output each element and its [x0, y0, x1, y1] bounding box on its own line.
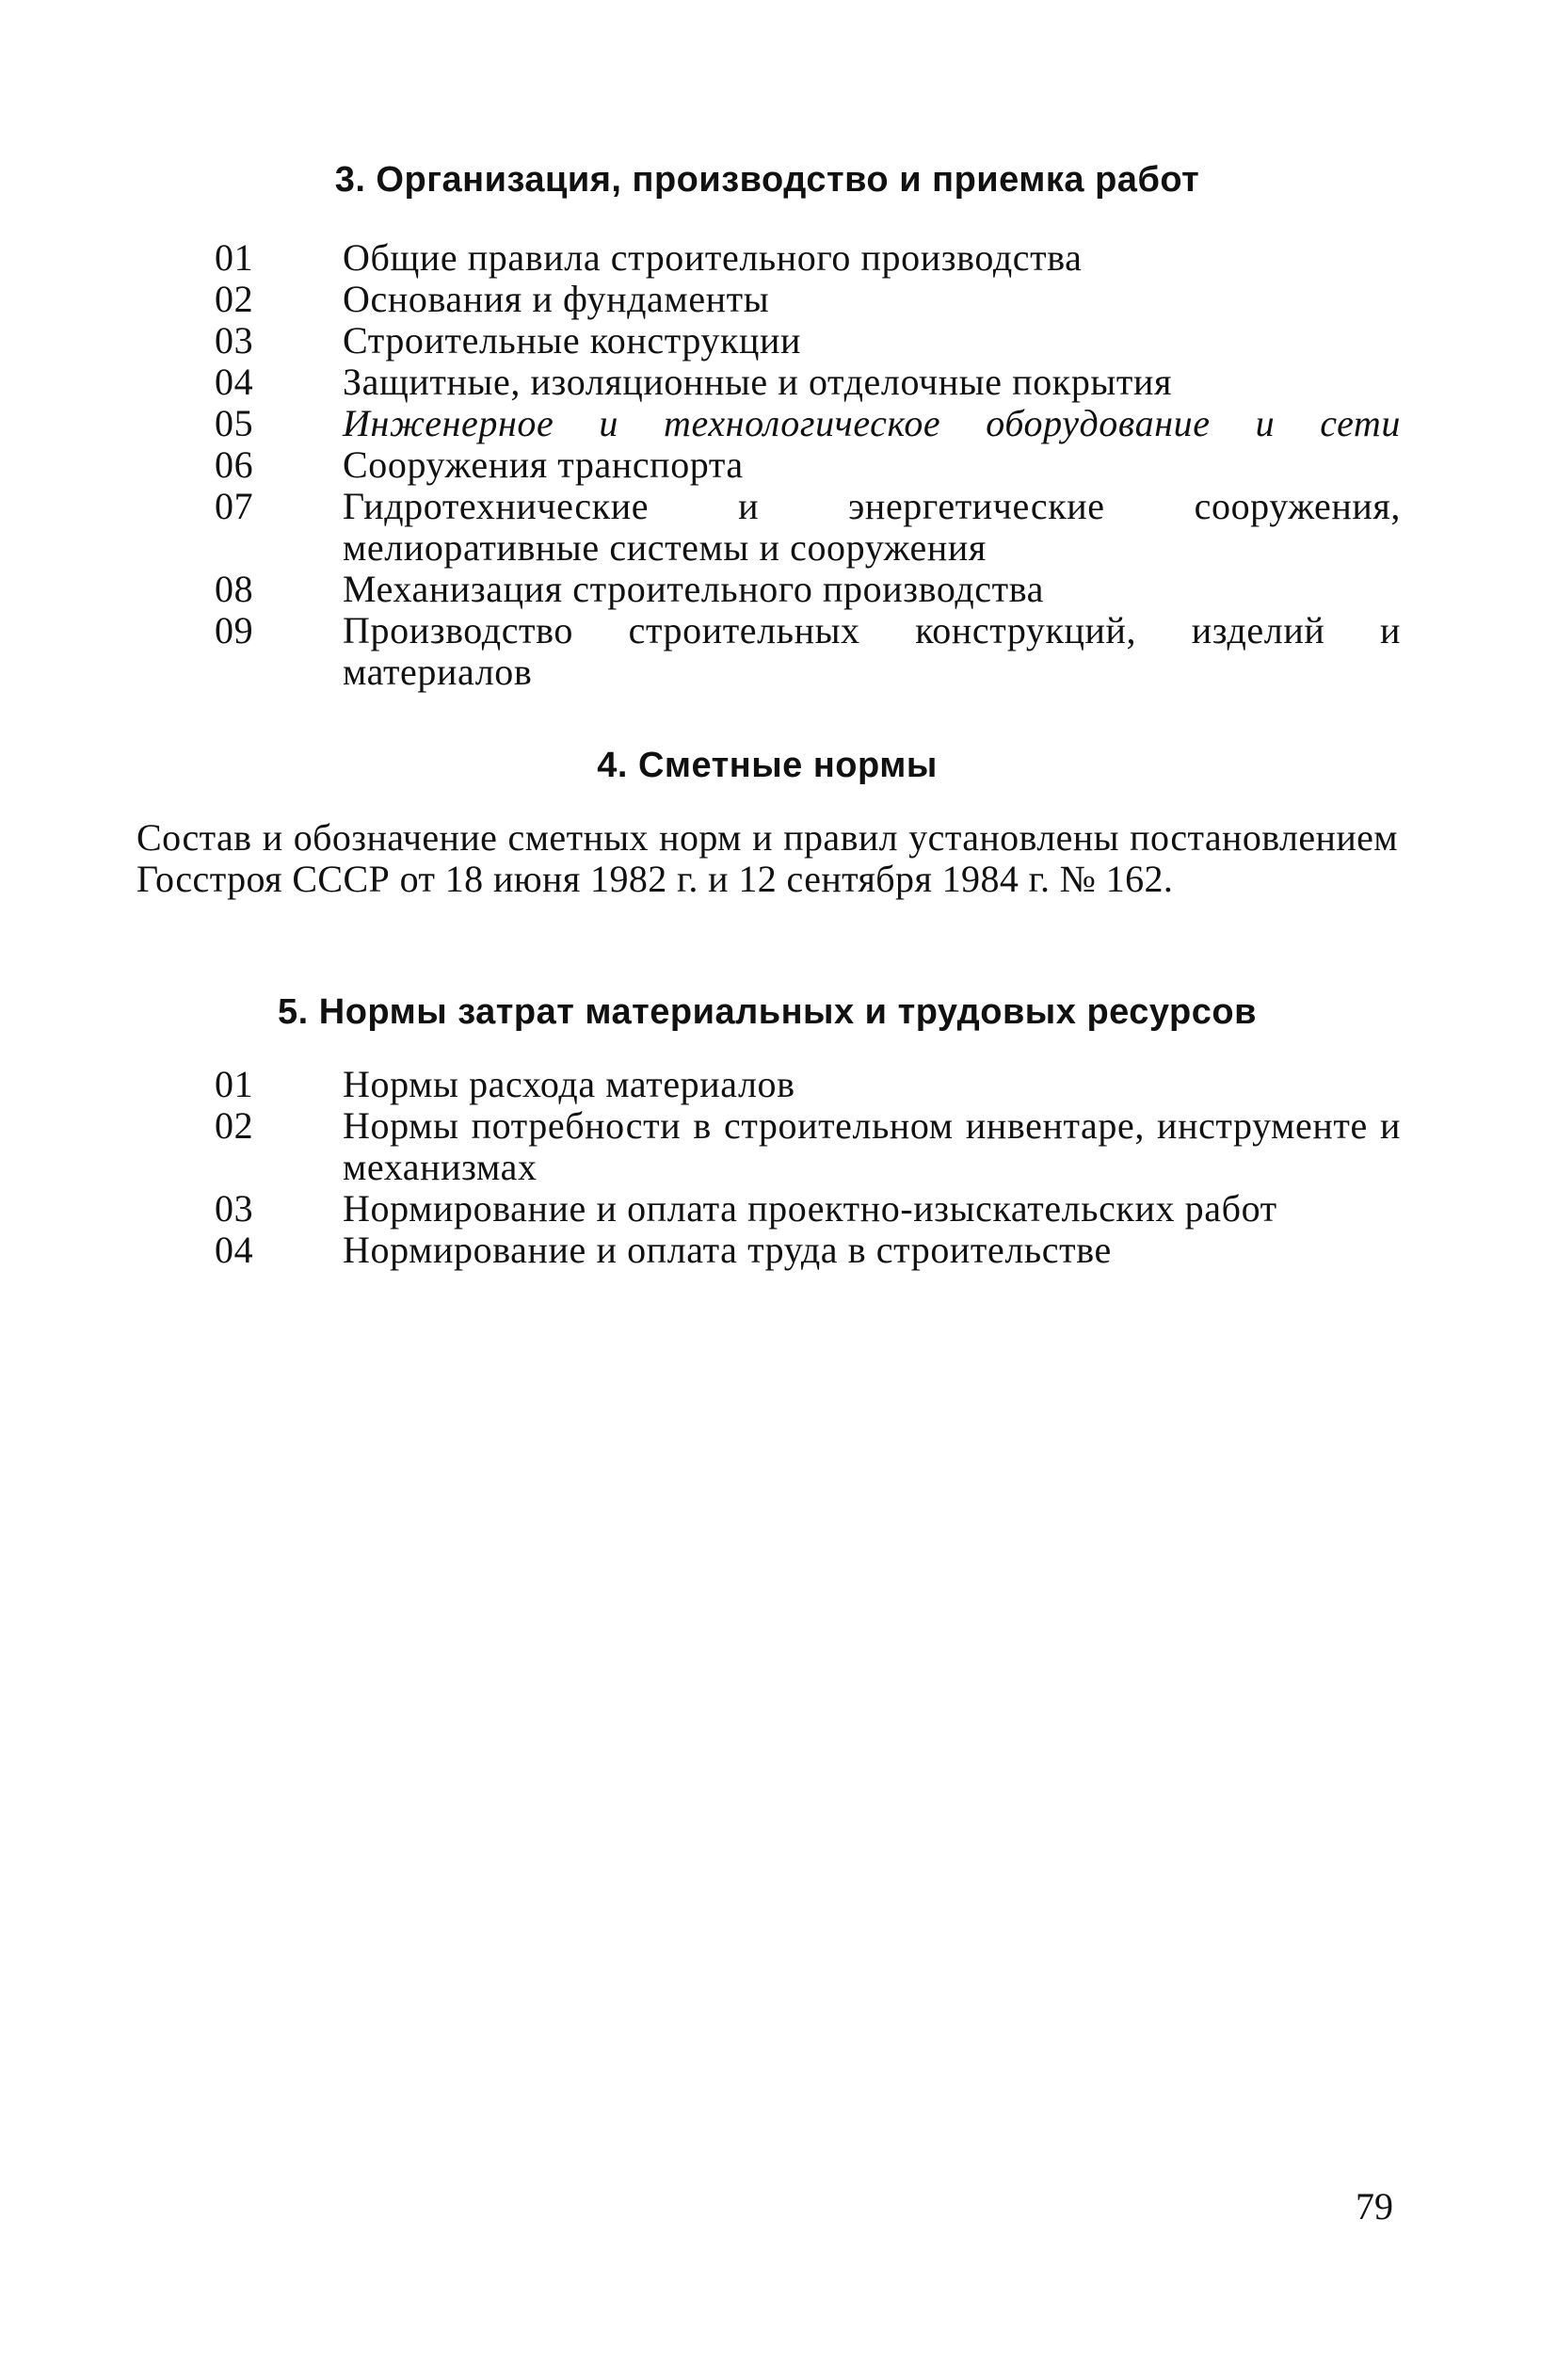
item-text: Нормы расхода материалов: [343, 1063, 795, 1105]
section-5-list: [215, 1064, 1401, 1271]
section-4-paragraph: Состав и обозначение сметных норм и правил установлены постановлением Госстроя СССР от 18 июня 1982 г. и 12 сентября 1984 г. № 162.: [136, 816, 1398, 900]
list-item: [215, 1105, 1401, 1188]
item-number: 03: [215, 319, 254, 362]
item-text: Защитные, изоляционные и отделочные покрытия: [343, 361, 1172, 403]
item-number: 04: [215, 1229, 254, 1271]
item-text: Инженерное и технологическое оборудование и сети: [343, 402, 1401, 444]
item-text: Строительные конструкции: [343, 319, 802, 362]
item-number: 01: [215, 236, 254, 279]
item-number: 02: [215, 1104, 254, 1147]
page-number: 79: [1356, 2185, 1393, 2227]
item-number: 06: [215, 443, 254, 486]
item-text: Гидротехнические и энергетические сооружения, мелиоративные системы и сооружения: [343, 485, 1401, 569]
list-item: [215, 279, 1401, 320]
list-item: [215, 362, 1401, 403]
section-4-heading: 4. Сметные нормы: [597, 746, 938, 785]
item-text: Сооружения транспорта: [343, 443, 744, 486]
item-text: Нормы потребности в строительном инвентаре, инструменте и механизмах: [343, 1104, 1401, 1188]
list-item: [215, 610, 1401, 693]
section-3-heading: 3. Организация, производство и приемка работ: [334, 160, 1200, 200]
item-number: 02: [215, 278, 254, 320]
item-number: 03: [215, 1187, 254, 1230]
item-text: Основания и фундаменты: [343, 278, 770, 320]
list-item: [215, 1064, 1401, 1105]
item-number: 05: [215, 402, 254, 444]
item-text: Нормирование и оплата проектно-изыскательских работ: [343, 1187, 1277, 1230]
list-item: [215, 486, 1401, 569]
item-number: 07: [215, 485, 254, 527]
item-number: 09: [215, 609, 254, 651]
item-number: 01: [215, 1063, 254, 1105]
item-text: Нормирование и оплата труда в строительстве: [343, 1229, 1112, 1271]
list-item: [215, 320, 1401, 362]
list-item: [215, 1230, 1401, 1271]
item-text: Общие правила строительного производства: [343, 236, 1083, 279]
list-item: [215, 1188, 1401, 1230]
section-3-list: [215, 237, 1401, 693]
item-text: Механизация строительного производства: [343, 568, 1045, 610]
list-item: [215, 569, 1401, 610]
list-item: [215, 444, 1401, 486]
item-text: Производство строительных конструкций, изделий и материалов: [343, 609, 1401, 693]
list-item: [215, 237, 1401, 279]
item-number: 04: [215, 361, 254, 403]
item-number: 08: [215, 568, 254, 610]
list-item: [215, 403, 1401, 444]
section-5-heading: 5. Нормы затрат материальных и трудовых ресурсов: [278, 992, 1257, 1032]
